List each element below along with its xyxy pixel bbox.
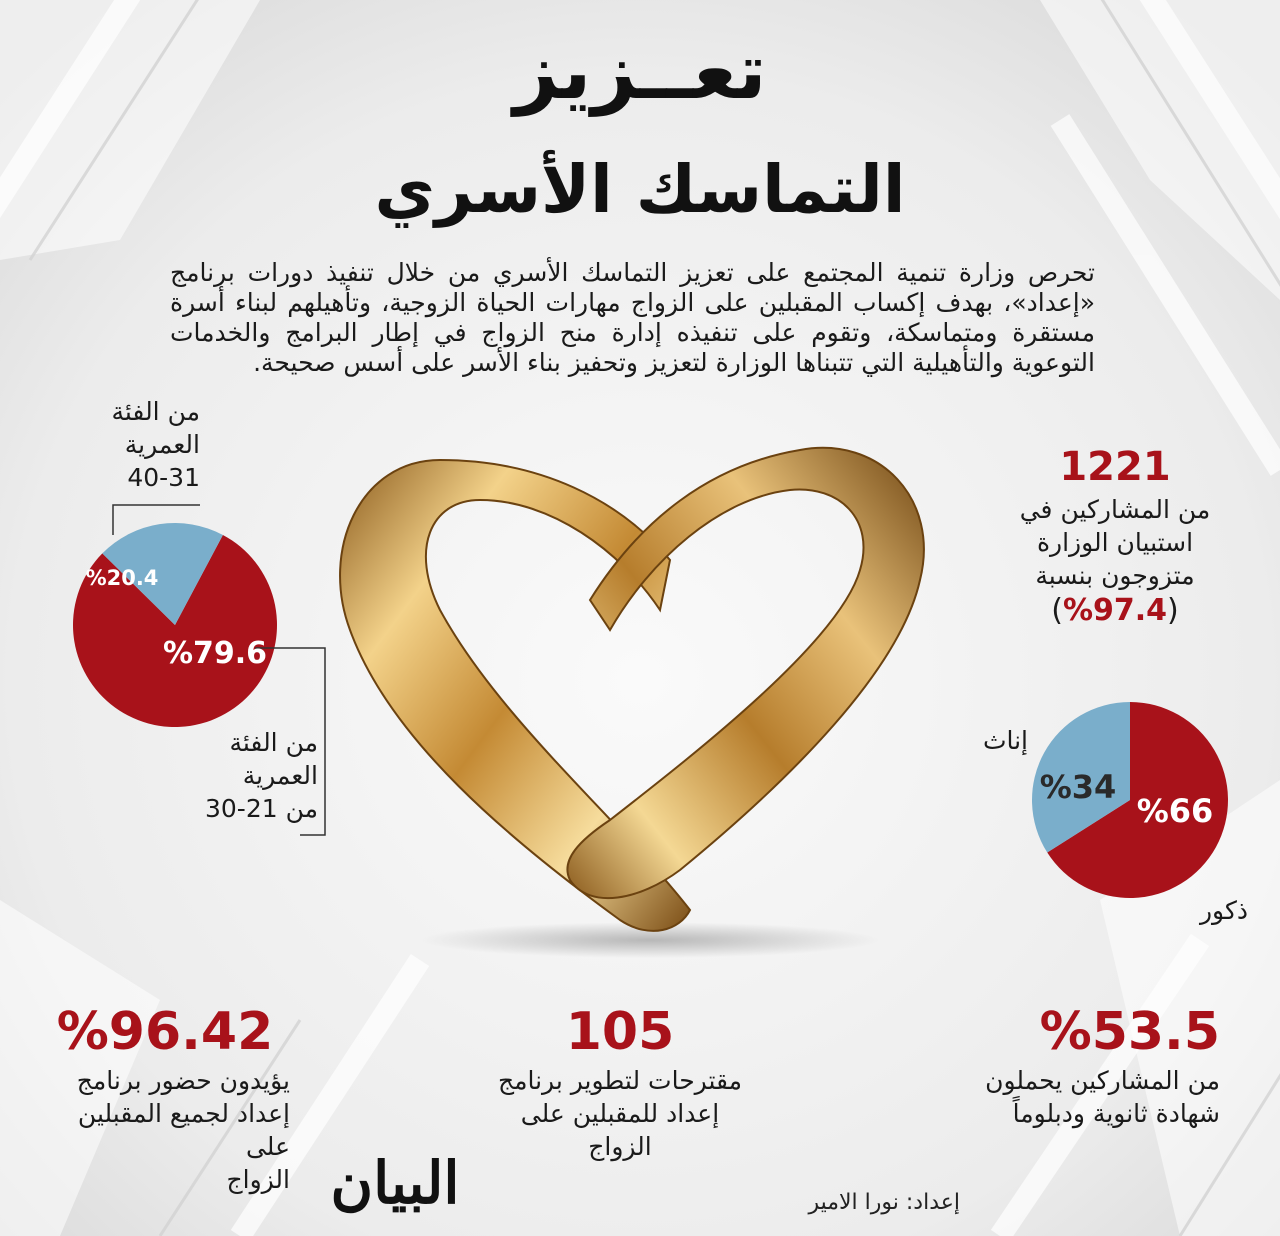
stat-support-line1: يؤيدون حضور برنامج	[76, 1066, 290, 1095]
stat-married-percent-line	[990, 592, 1240, 630]
pie-age-label-21-30: %79.6	[162, 636, 268, 671]
age-callout-lower-line3: من 21-30	[204, 794, 318, 823]
age-callout-upper	[90, 395, 200, 494]
pie-age-label-31-40: %20.4	[85, 566, 159, 590]
age-callout-lower-line2: العمرية	[242, 761, 318, 790]
stat-married-text: من المشاركين في استبيان الوزارة متزوجون بنسبة	[1019, 495, 1211, 590]
stat-education-number: %53.5	[1039, 1002, 1220, 1062]
stat-education-line2: شهادة ثانوية ودبلوماً	[1012, 1099, 1220, 1128]
intro-paragraph: تحرص وزارة تنمية المجتمع على تعزيز التماسك الأسري من خلال تنفيذ دورات برنامج «إعداد»، بهدف إكساب المقبلين على الزواج مهارات الحياة الزوجية، وتأهيلهم لبناء أسرة مستقرة ومتماسكة، وتقوم على تنفيذه إدارة منح الزواج في إطار البرامج والخدمات التوعوية والتأهيلية التي تتبناها الوزارة لتعزيز وتحفيز بناء الأسر على أسس صحيحة.	[170, 258, 1095, 377]
gender-callout-female: إناث	[982, 726, 1028, 755]
stat-education-line1: من المشاركين يحملون	[985, 1066, 1220, 1095]
wedding-rings-illustration	[320, 440, 950, 960]
stat-proposals-line1: مقترحات لتطوير برنامج	[497, 1066, 743, 1095]
stat-proposals-number: 105	[565, 1002, 675, 1062]
stat-proposals-line2: إعداد للمقبلين على الزواج	[520, 1099, 720, 1161]
stat-support-line2: إعداد لجميع المقبلين على	[77, 1099, 290, 1161]
age-callout-upper-line2: العمرية	[124, 430, 200, 459]
gender-callout-male: ذكور	[1199, 896, 1248, 925]
pie-gender-label-male: %66	[1136, 792, 1214, 830]
credit-text: إعداد: نورا الامير	[808, 1190, 960, 1215]
title-line-2: التماسك الأسري	[374, 151, 906, 228]
stat-bottom-education	[960, 1000, 1220, 1130]
stat-support-number: %96.42	[56, 1002, 274, 1062]
age-callout-lower	[190, 726, 318, 825]
open-paren: (	[1051, 593, 1063, 628]
stat-bottom-support	[40, 1000, 290, 1196]
stat-support-line3: الزواج	[226, 1165, 290, 1194]
title-line-1: تعــزيز	[513, 27, 767, 117]
stat-married-number: 1221	[1059, 444, 1171, 490]
stat-married	[990, 445, 1240, 630]
age-callout-upper-line3: 40-31	[127, 463, 200, 492]
pie-gender-label-female: %34	[1039, 768, 1117, 806]
age-callout-upper-line1: من الفئة	[111, 397, 200, 426]
albayan-logo: البيان	[330, 1149, 460, 1217]
stat-married-percent: %97.4	[1062, 593, 1168, 628]
age-callout-lower-line1: من الفئة	[229, 728, 318, 757]
stat-bottom-proposals	[490, 1000, 750, 1163]
close-paren: )	[1167, 593, 1179, 628]
